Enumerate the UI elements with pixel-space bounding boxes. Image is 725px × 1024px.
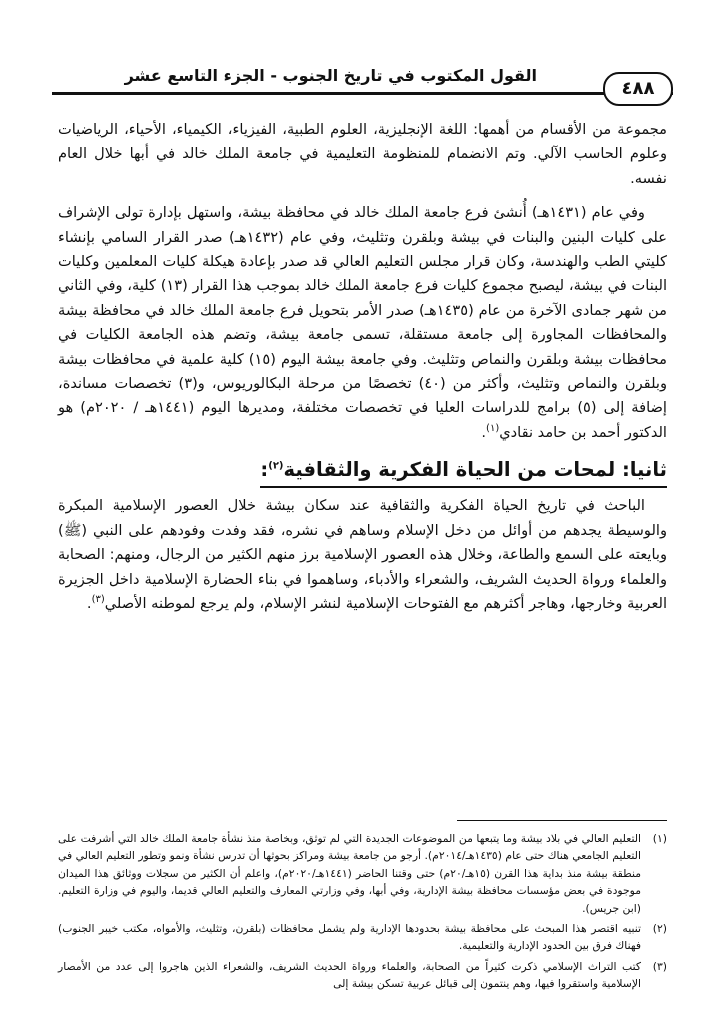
paragraph: وفي عام (١٤٣١هـ) أُنشئ فرع جامعة الملك خالد في محافظة بيشة، واستهل بإدارة تولى الإشراف على كليات البنين والبنات في بيشة وبلقرن وتثليث، وفي عام (١٤٣٢هـ) صدر القرار السامي بإنشاء كليتي الطب والهندسة، وكان قرار مجلس التعليم العالي قد صدر بإعادة هيكلة كليات المعلمين وكليات البنات في بيشة، ليصبح مجموع كليات فرع جامعة الملك خالد بموجب هذا القرار (١٣) كلية، وفي الثاني من شهر جمادى الآخرة من عام (١٤٣٥هـ) صدر الأمر بتحويل فرع جامعة الملك خالد في محافظة بيشة والمحافظات المجاورة إلى جامعة مستقلة، تسمى جامعة بيشة، وتضم هذه الجامعة الكليات في محافظات بيشة وبلقرن والنماص وتثليث. وفي جامعة بيشة اليوم (١٥) كلية علمية في محافظات بيشة وبلقرن والنماص وتثليث، وأكثر من (٤٠) تخصصًا من مرحلة البكالوريوس، و(٣) تخصصات مساندة، إضافة إلى (٥) برامج للدراسات العليا في تخصصات مختلفة، ومديرها اليوم (١٤٤١هـ / ٢٠٢٠م) هو الدكتور أحمد بن حامد نقادي$^{(١)}$. — [58, 204, 668, 441]
footnote-ref: (٢) — [268, 460, 284, 472]
section-heading-colon: : — [260, 458, 269, 482]
footnote — [58, 920, 667, 955]
paragraph: الباحث في تاريخ الحياة الفكرية والثقافية عند سكان بيشة خلال العصور الإسلامية المبكرة والوسيطة يجدهم من أوائل من دخل الإسلام وساهم في نشره، فقد وفدت وفودهم على النبي (ﷺ) وبايعته على السمع والطاعة، وخلال هذه العصور الإسلامية برز منهم الكثير من الرجال، ومنهم: الصحابة والعلماء ورواة الحديث الشريف، والشعراء والأدباء، وساهموا في بناء الحضارة الإسلامية داخل الجزيرة العربية وخارجها، وهاجر أكثرهم مع الفتوحات الإسلامية لنشر الإسلام، ولم يرجع لموطنه الأصلي$^{(٣)}$. — [58, 497, 667, 612]
paragraph-text: الباحث في تاريخ الحياة الفكرية والثقافية عند سكان بيشة خلال العصور الإسلامية المبكرة والوسيطة يجدهم من أوائل من دخل الإسلام وساهم في نشره، فقد وفدت وفودهم على النبي (ﷺ) وبايعته على السمع والطاعة، وخلال هذه العصور الإسلامية برز منهم الكثير من الرجال، ومنهم: الصحابة والعلماء ورواة الحديث الشريف، والشعراء والأدباء، وساهموا في بناء الحضارة الإسلامية داخل الجزيرة العربية وخارجها، وهاجر أكثرهم مع الفتوحات الإسلامية لنشر الإسلام، ولم يرجع لموطنه الأصلي — [58, 497, 667, 612]
footnote-text: كتب التراث الإسلامي ذكرت كثيراً من الصحابة، والعلماء ورواة الحديث الشريف، والشعراء الذين هاجروا إلى عدد من الأمصار الإسلامية واستقروا فيها، وهم ينتمون إلى قبائل عربية تسكن بيشة إلى — [58, 959, 641, 991]
footnote-ref: (١) — [486, 423, 500, 435]
section-heading — [260, 455, 667, 488]
main-text — [58, 118, 667, 616]
footnote-text: تنبيه اقتصر هذا المبحث على محافظة بيشة بحدودها الإدارية ولم يشمل محافظات (بلقرن، وتثليث، والأمواه، مكتب خيبر الجنوب) فهناك فرق بين الحدود الإدارية والتعليمية. — [58, 922, 641, 953]
page-number: ٤٨٨ — [603, 72, 673, 106]
footnote-number: (١) — [652, 832, 667, 845]
footnote-ref: (٣) — [91, 594, 105, 606]
running-title: القول المكتوب في تاريخ الجنوب - الجزء التاسع عشر — [119, 66, 543, 85]
footnotes — [58, 830, 667, 996]
paragraph-text: وفي عام (١٤٣١هـ) أُنشئ فرع جامعة الملك خالد في محافظة بيشة، واستهل بإدارة تولى الإشراف على كليات البنين والبنات في بيشة وبلقرن وتثليث، وفي عام (١٤٣٢هـ) صدر القرار السامي بإنشاء كليتي الطب والهندسة، وكان قرار مجلس التعليم العالي قد صدر بإعادة هيكلة كليات المعلمين وكليات البنات في بيشة، ليصبح مجموع كليات فرع جامعة الملك خالد بموجب هذا القرار (١٣) كلية، وفي الثاني من شهر جمادى الآخرة من عام (١٤٣٥هـ) صدر الأمر بتحويل فرع جامعة الملك خالد في محافظة بيشة والمحافظات المجاورة إلى جامعة مستقلة، تسمى جامعة بيشة، وتضم هذه الجامعة الكليات في محافظات بيشة وبلقرن والنماص وتثليث. وفي جامعة بيشة اليوم (١٥) كلية علمية في محافظات بيشة وبلقرن والنماص وتثليث، وأكثر من (٤٠) تخصصًا من مرحلة البكالوريوس، و(٣) تخصصات مساندة، إضافة إلى (٥) برامج للدراسات العليا في تخصصات مختلفة، ومديرها اليوم (١٤٤١هـ / ٢٠٢٠م) هو الدكتور أحمد بن حامد نقادي — [58, 204, 668, 441]
section-heading-text: ثانيا: لمحات من الحياة الفكرية والثقافية — [283, 458, 667, 482]
footnote — [58, 830, 667, 917]
footnote-separator — [457, 820, 667, 821]
footnote-text: التعليم العالي في بلاد بيشة وما يتبعها من الموضوعات الجديدة التي لم توثق، وبخاصة منذ نشأة جامعة الملك خالد التي أشرفت على التعليم الجامعي هناك حتى عام (١٤٣٥هـ/٢٠١٤م). أرجو من جامعة بيشة ومراكز بحوثها أن تدرس نشأة ونمو وتطور التعليم العالي في منطقة بيشة منذ بداية هذا القرن (١٥هـ/٢٠م) حتى وقتنا الحاضر (١٤٤١هـ/٢٠٢٠م)، واعلم أن الكثير من سجلات ووثائق هذا الميدان موجودة في بعض مؤسسات محافظة بيشة الإدارية، وفي أبها، وفي وزارتي المعارف والتعليم العالي قديما، واليوم في وزارة التعليم. (ابن جريس). — [58, 832, 642, 915]
paragraph: مجموعة من الأقسام من أهمها: اللغة الإنجليزية، العلوم الطبية، الفيزياء، الكيمياء، الأحياء، الرياضيات وعلوم الحاسب الآلي. وتم الانضمام للمنظومة التعليمية في جامعة الملك خالد في أبها خلال العام نفسه. — [58, 121, 667, 187]
footnote-number: (٢) — [652, 922, 667, 936]
footnote — [58, 958, 667, 993]
section-heading-wrap — [58, 449, 667, 494]
page-header — [52, 62, 673, 106]
header-rule — [52, 92, 673, 95]
footnote-number: (٣) — [652, 959, 667, 973]
